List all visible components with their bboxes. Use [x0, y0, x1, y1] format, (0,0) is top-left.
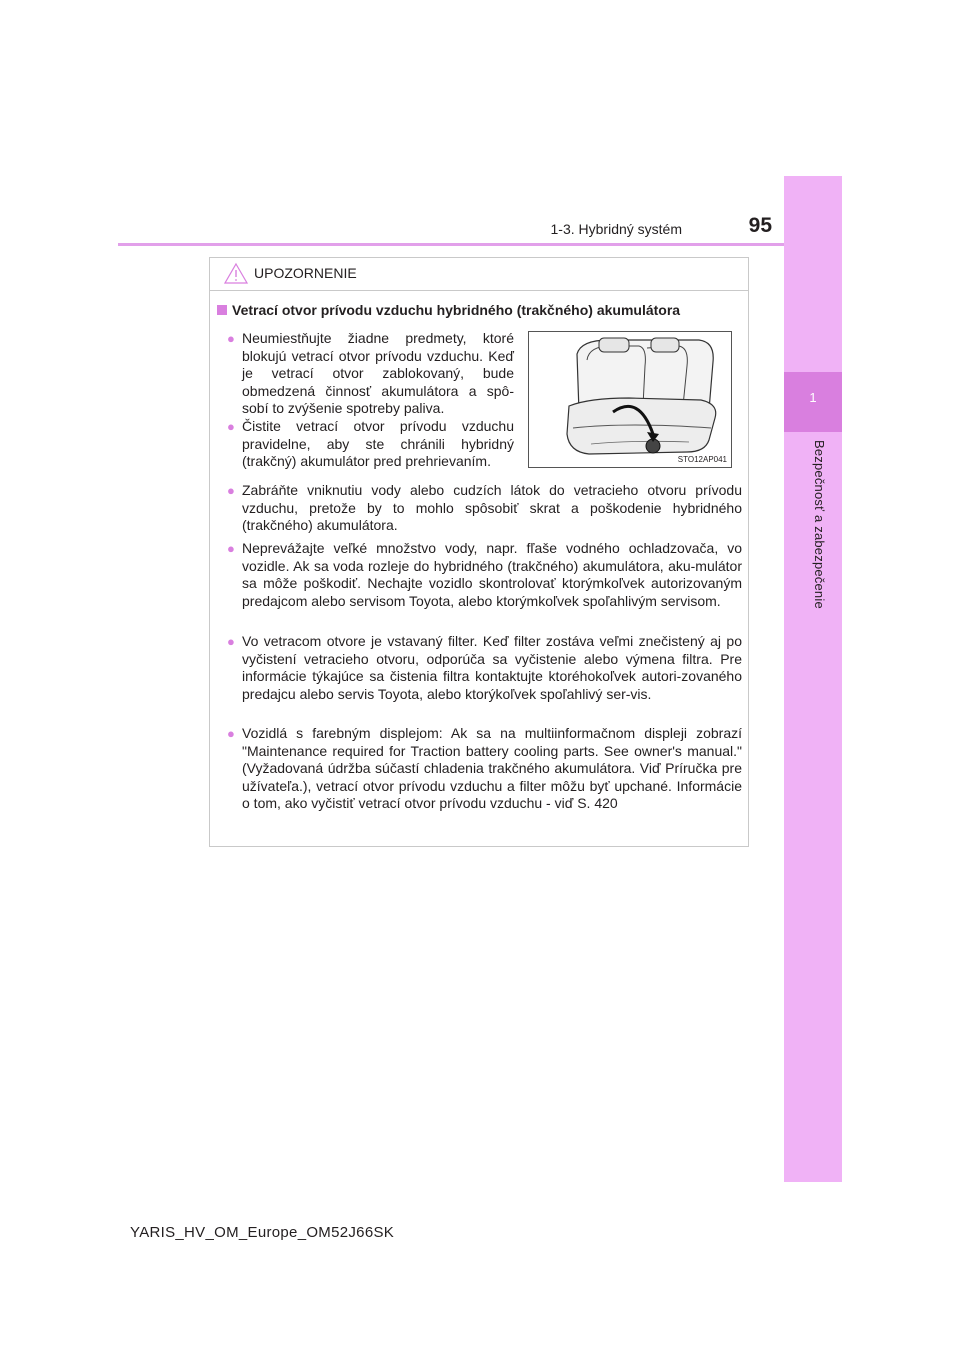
bullet-icon: ● — [227, 419, 235, 434]
bullet-icon: ● — [227, 483, 235, 498]
list-item-text: Vozidlá s farebným displejom: Ak sa na multiinformačnom displeji zobrazí "Maintenance required for Traction battery cooling parts. See owner's manual." (Vyžadovaná údržba súčastí chladenia trakčného akumulátora. Viď Príručka pre užívateľa.), vetrací otvor prívodu vzduchu a filter môžu byť upchané. Informácie o tom, ako vyčistiť vetrací otvor prívodu vzduchu - viď S. 420 — [242, 725, 742, 811]
warning-triangle-icon — [224, 262, 248, 284]
list-item — [227, 633, 742, 703]
rear-seat-illustration — [528, 331, 732, 468]
list-item — [227, 540, 742, 610]
warning-subheading-text: Vetrací otvor prívodu vzduchu hybridného (trakčného) akumulátora — [232, 302, 681, 318]
chapter-title: Bezpečnosť a zabezpečenie — [812, 440, 827, 609]
warning-header-rule — [210, 290, 748, 291]
warning-header — [224, 262, 357, 284]
warning-box — [209, 257, 749, 847]
rear-seat-vent-illustration — [529, 332, 731, 467]
header-rule — [118, 243, 784, 246]
list-item — [227, 482, 742, 535]
illustration-code: STO12AP041 — [677, 455, 727, 464]
bullet-icon: ● — [227, 541, 235, 556]
chapter-side-tab — [784, 176, 842, 1182]
list-item-text: Neumiestňujte žiadne predmety, ktoré blokujú vetrací otvor prívodu vzduchu. Keď je vetrací otvor zablokovaný, bude obmedzená činnosť akumulátora a spô-sobí to zvýšenie spotreby paliva. — [242, 330, 514, 416]
list-item-text: Zabráňte vniknutiu vody alebo cudzích látok do vetracieho otvoru prívodu vzduchu, pretože by to mohlo spôsobiť skrat a poškodenie hybridného (trakčného) akumulátora. — [242, 482, 742, 533]
warning-subheading — [217, 302, 680, 318]
bullet-icon: ● — [227, 726, 235, 741]
list-item-text: Čistite vetrací otvor prívodu vzduchu pravidelne, aby ste chránili hybridný (trakčný) akumulátor pred prehrievaním. — [242, 418, 514, 469]
list-item-text: Neprevážajte veľké množstvo vody, napr. fľaše vodného ochladzovača, vo vozidle. Ak sa voda rozleje do hybridného (trakčného) akumulátora, aku-mulátor sa môže poškodiť. Nechajte vozidlo skontrolovať ktorýmkoľvek autorizovaným predajcom alebo servisom Toyota, alebo ktorýmkoľvek spoľahlivým servisom. — [242, 540, 742, 609]
page-number: 95 — [748, 214, 772, 237]
bullet-icon: ● — [227, 331, 235, 346]
square-bullet-icon — [217, 305, 227, 315]
list-item-text: Vo vetracom otvore je vstavaný filter. Keď filter zostáva veľmi znečistený aj po vyčistení vetracieho otvoru, odporúča sa vyčistenie alebo výmena filtra. Pre informácie týkajúce sa čistenia filtra kontaktujte ktoréhokoľvek autori-zovaného predajcu alebo servis Toyota, alebo ktorýkoľvek spoľahlivý ser-vis. — [242, 633, 742, 702]
list-item — [227, 330, 514, 418]
document-code: YARIS_HV_OM_Europe_OM52J66SK — [130, 1224, 395, 1241]
section-title: 1-3. Hybridný systém — [550, 221, 682, 237]
list-item — [227, 418, 514, 471]
chapter-number: 1 — [809, 390, 817, 405]
warning-heading: UPOZORNENIE — [254, 265, 357, 281]
bullet-icon: ● — [227, 634, 235, 649]
list-item — [227, 725, 742, 813]
